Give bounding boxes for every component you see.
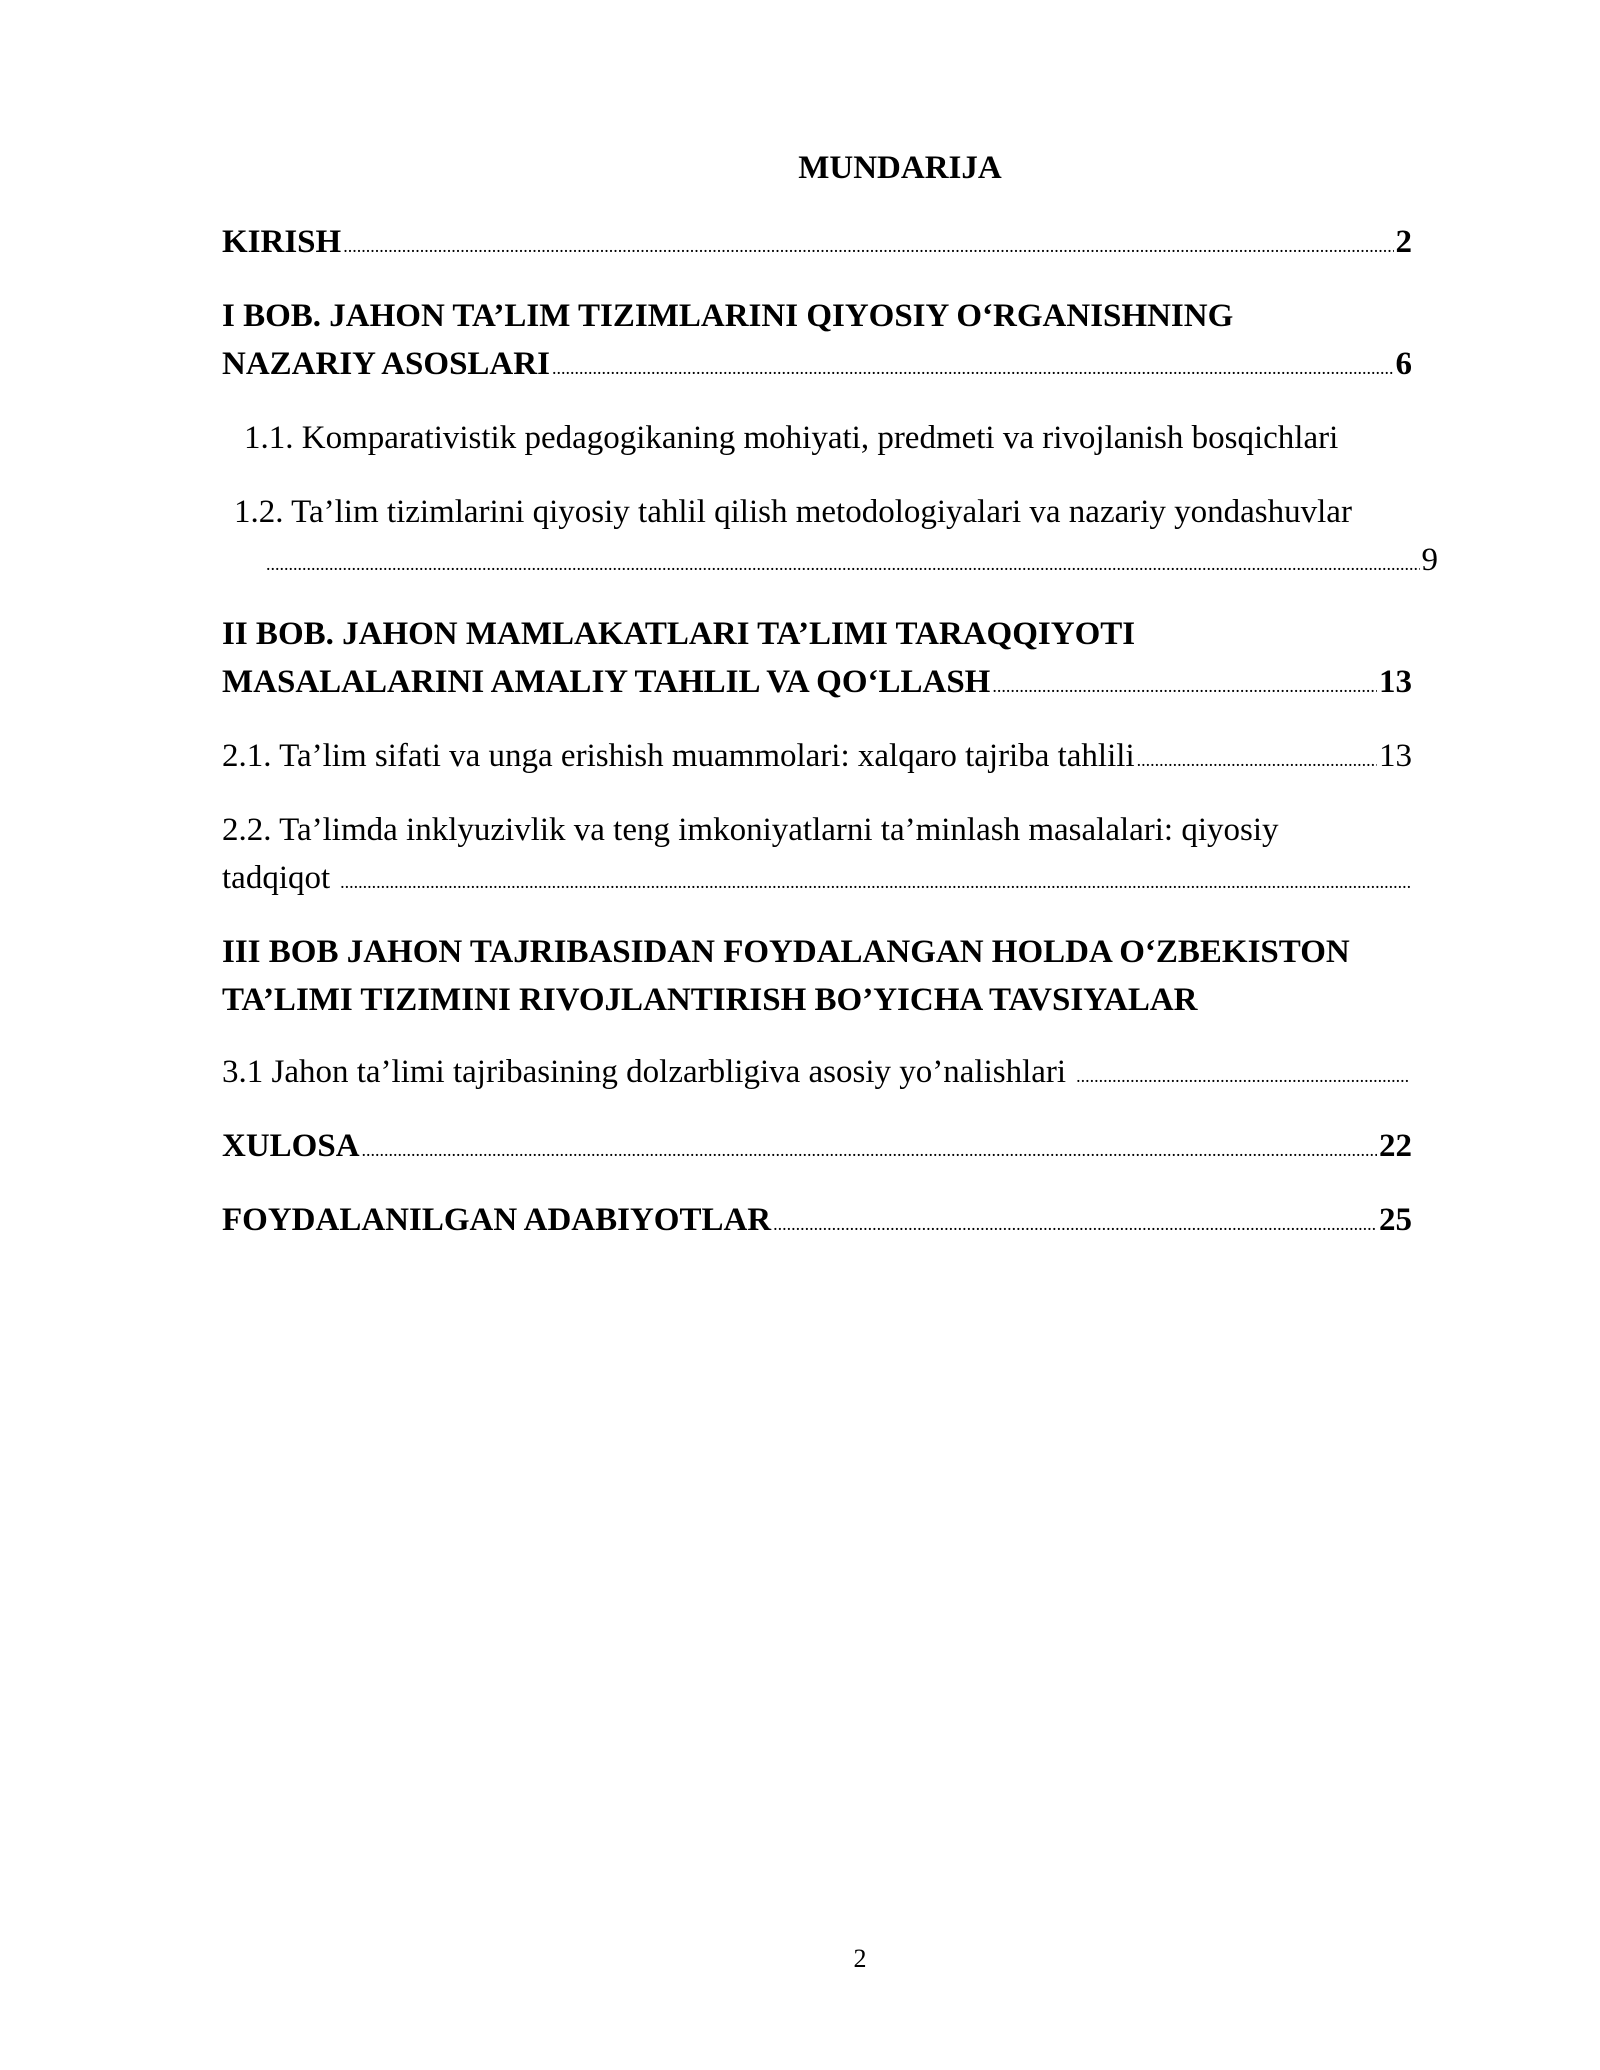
toc-entry-references[interactable] [222,1196,1412,1248]
dot-leader [552,344,1394,392]
dot-leader [362,1126,1377,1174]
toc-page-number: 9 [1421,542,1438,578]
toc-entry-section-2-1[interactable] [222,732,1412,784]
toc-entry-title: 3.1 Jahon ta’limi tajribasining dolzarbligiva asosiy yo’nalishlari [222,1054,1067,1090]
toc-entry-title: XULOSA [222,1128,360,1164]
page-number-footer: 2 [853,1944,867,1973]
toc-entry-title: 1.2. Ta’lim tizimlarini qiyosiy tahlil qilish metodologiyalari va nazariy yondashuvlar [234,494,1352,530]
dot-leader [266,540,1420,588]
toc-entry-chapter-3[interactable] [222,928,1412,1024]
toc-page-number: 13 [1379,664,1412,700]
toc-page-number: 6 [1395,346,1412,382]
dot-leader [340,858,1410,906]
dot-leader [773,1200,1377,1248]
toc-entry-title-cont: tadqiqot [222,860,331,896]
toc-entry-section-1-1[interactable] [244,414,1434,462]
toc-entry-section-3-1[interactable] [222,1048,1412,1100]
toc-entry-title-cont: TA’LIMI TIZIMINI RIVOJLANTIRISH BO’YICHA TAVSIYALAR [222,982,1198,1018]
toc-entry-title-cont: NAZARIY ASOSLARI [222,346,550,382]
toc-entry-title: 1.1. Komparativistik pedagogikaning mohiyati, predmeti va rivojlanish bosqichlari [244,420,1339,456]
toc-page-number: 13 [1379,738,1412,774]
toc-entry-section-1-2[interactable] [234,488,1438,588]
toc-entry-title: KIRISH [222,224,342,260]
toc-page-number: 2 [1395,224,1412,260]
dot-leader [1076,1052,1410,1100]
dot-leader [992,662,1377,710]
toc-entry-title: I BOB. JAHON TA’LIM TIZIMLARINI QIYOSIY O‘RGANISHNING [222,298,1234,334]
toc-entry-title: 2.1. Ta’lim sifati va unga erishish muammolari: xalqaro tajriba tahlili [222,738,1135,774]
toc-page-number: 25 [1379,1202,1412,1238]
toc-entry-title: II BOB. JAHON MAMLAKATLARI TA’LIMI TARAQQIYOTI [222,616,1136,652]
toc-entry-title: 2.2. Ta’limda inklyuzivlik va teng imkoniyatlarni ta’minlash masalalari: qiyosiy [222,812,1279,848]
toc-entry-chapter-2[interactable] [222,610,1412,710]
dot-leader [343,222,1393,270]
toc-entry-section-2-2[interactable] [222,806,1412,906]
toc-entry-title: FOYDALANILGAN ADABIYOTLAR [222,1202,772,1238]
toc-entry-xulosa[interactable] [222,1122,1412,1174]
toc-entry-title: III BOB JAHON TAJRIBASIDAN FOYDALANGAN HOLDA O‘ZBEKISTON [222,934,1350,970]
toc-page-number: 22 [1379,1128,1412,1164]
page-title: MUNDARIJA [798,150,1002,186]
dot-leader [1137,736,1377,784]
toc-entry-chapter-1[interactable] [222,292,1412,392]
toc-entry-title-cont: MASALALARINI AMALIY TAHLIL VA QO‘LLASH [222,664,991,700]
toc-entry-kirish[interactable] [222,218,1412,270]
